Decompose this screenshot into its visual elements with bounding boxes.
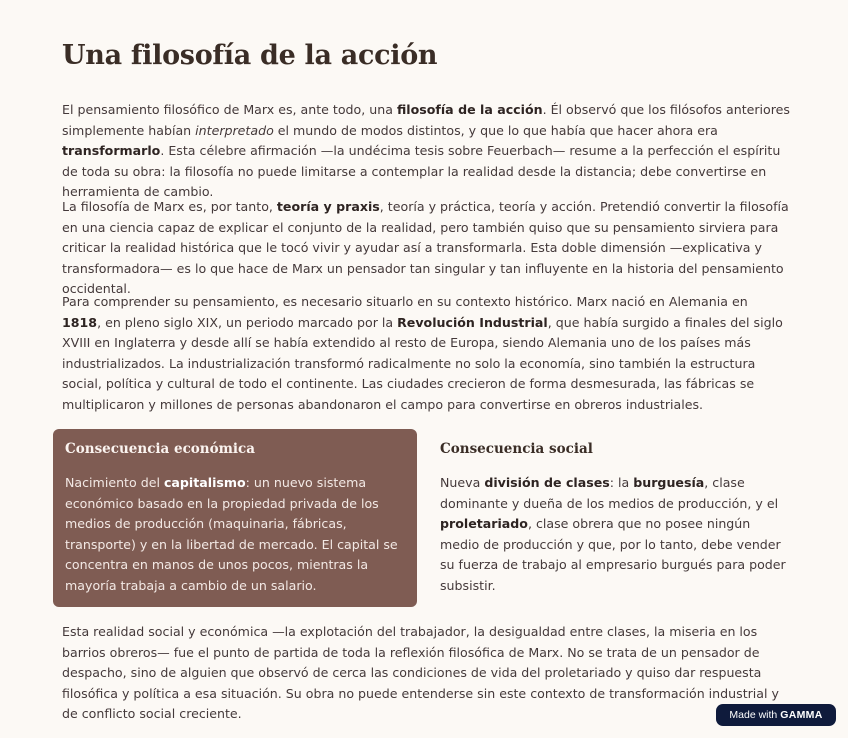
- text: Nacimiento del: [65, 475, 164, 490]
- text: Esta realidad social y económica —la explotación del trabajador, la desigualdad entre clases, la miseria en los barrios obreros— fue el punto de partida de toda la reflexión filosófica de Marx. No se trata de un pensador de despacho, sino de alguien que observó de cerca las condiciones de vida del proletariado y quiso dar respuesta filosófica y política a esa situación. Su obra no puede entenderse sin este contexto de transformación industrial y de conflicto social creciente.: [62, 624, 779, 722]
- italic-text: interpretado: [195, 122, 274, 138]
- text: Nueva: [440, 475, 485, 490]
- block-text: [440, 473, 790, 597]
- emphasis: 1818: [62, 314, 98, 330]
- text: . Él observó que los filósofos anteriores simplemente habían: [62, 102, 790, 138]
- emphasis: filosofía de la acción: [396, 102, 543, 117]
- text: El pensamiento filosófico de Marx es, ante todo, una: [62, 102, 397, 117]
- emphasis: Revolución Industrial: [397, 314, 548, 330]
- emphasis: división de clases: [484, 475, 610, 490]
- text: el mundo de modos distintos, y que lo que había que hacer ahora era: [273, 122, 718, 138]
- social-consequence-block: [440, 429, 790, 597]
- text: , que había surgido a finales del siglo XVIII en Inglaterra y desde allí se había extendido al resto de Europa, siendo Alemania uno de los países más industrializados. La industrialización transformó radicalmente no solo la economía, sino también la estructura social, política y cultural de todo el continente. Las ciudades crecieron de forma desmesurada, las fábricas se multiplicaron y millones de personas abandonaron el campo para convertirse en obreros industriales.: [62, 314, 783, 412]
- economic-consequence-card: [53, 429, 417, 607]
- paragraph-historical-context: [62, 292, 790, 416]
- badge-prefix: Made with: [729, 709, 778, 721]
- made-with-gamma-badge[interactable]: [716, 704, 836, 726]
- card-text: [65, 473, 405, 597]
- paragraph-conclusion: [62, 622, 790, 725]
- text: , clase obrera que no posee ningún medio de producción y que, por lo tanto, debe vender su fuerza de trabajo al empresario burgués para poder subsistir.: [440, 516, 786, 593]
- text: , clase dominante y dueña de los medios de producción, y el: [440, 475, 779, 511]
- emphasis: proletariado: [440, 516, 528, 532]
- emphasis: teoría y praxis: [276, 199, 380, 214]
- text: Para comprender su pensamiento, es necesario situarlo en su contexto histórico. Marx nació en Alemania en: [62, 294, 748, 309]
- text: La filosofía de Marx es, por tanto,: [62, 199, 277, 214]
- paragraph-theory-praxis: [62, 197, 790, 300]
- text: , teoría y práctica, teoría y acción. Pretendió convertir la filosofía en una ciencia capaz de explicar el conjunto de la realidad, pero también quiso que su pensamiento sirviera para criticar la realidad histórica que le tocó vivir y ayudar así a transformarla. Esta doble dimensión —explicativa y transformadora— es lo que hace de Marx un pensador tan singular y tan influyente en la historia del pensamiento occidental.: [62, 199, 789, 297]
- text: : un nuevo sistema económico basado en la propiedad privada de los medios de producción (maquinaria, fábricas, transporte) y en la libertad de mercado. El capital se concentra en manos de unos pocos, mientras la mayoría trabaja a cambio de un salario.: [65, 475, 398, 593]
- text: . Esta célebre afirmación —la undécima tesis sobre Feuerbach— resume a la perfección el espíritu de toda su obra: la filosofía no puede limitarse a contemplar la realidad desde la distancia; debe convertirse en herramienta de cambio.: [62, 143, 781, 200]
- block-heading: Consecuencia social: [440, 441, 593, 457]
- card-heading: Consecuencia económica: [65, 441, 256, 457]
- text: : la: [609, 475, 634, 490]
- text: , en pleno siglo XIX, un periodo marcado por la: [97, 314, 398, 330]
- page-title: Una filosofía de la acción: [62, 40, 438, 71]
- emphasis: transformarlo: [62, 143, 161, 159]
- emphasis: capitalismo: [163, 475, 246, 490]
- emphasis: burguesía: [633, 475, 705, 490]
- gamma-logo-text: GAMMA: [780, 709, 823, 721]
- paragraph-philosophy-of-action: [62, 100, 790, 203]
